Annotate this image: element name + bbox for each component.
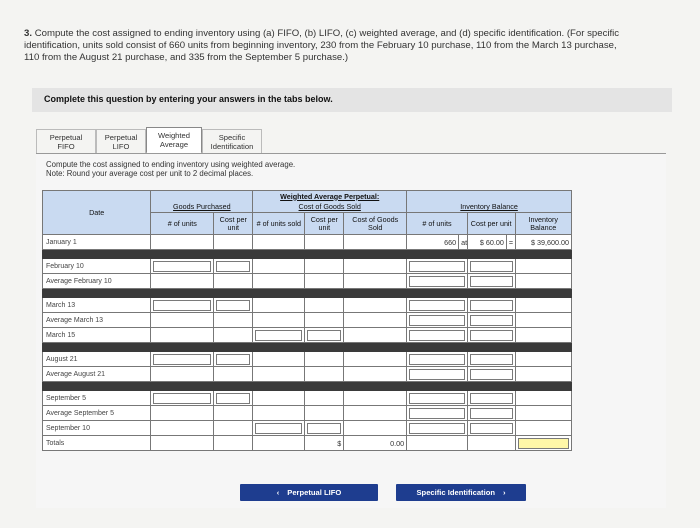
row-date: Average February 10 [43,274,151,289]
panel-instruction: Compute the cost assigned to ending inventory using weighted average. [46,160,296,169]
sep5-units-input[interactable] [153,393,211,404]
sep5-cost-input[interactable] [216,393,250,404]
tab-perpetual-fifo[interactable]: Perpetual FIFO [36,129,96,154]
prev-tab-label: Perpetual LIFO [287,488,342,497]
table-row [43,352,572,367]
table-row [43,298,572,313]
sep10-bal-units-input[interactable] [409,423,465,434]
tab-strip [36,124,262,154]
chevron-left-icon: ‹ [276,488,280,497]
table-row [43,421,572,436]
table-row [43,367,572,382]
aug21-units-input[interactable] [153,354,211,365]
avg-mar-cost-input[interactable] [470,315,513,326]
row-date: February 10 [43,259,151,274]
table-row [43,436,572,451]
sep10-bal-cost-input[interactable] [470,423,513,434]
row-date: Average March 13 [43,313,151,328]
ib-units-header: # of units [407,213,468,235]
table-row [43,328,572,343]
row-date: January 1 [43,235,151,250]
mar13-bal-cost-input[interactable] [470,300,513,311]
next-tab-label: Specific Identification [416,488,495,497]
avg-feb-units-input[interactable] [409,276,465,287]
avg-aug-units-input[interactable] [409,369,465,380]
jan-units: 660 [407,235,459,250]
ending-inventory-input[interactable] [518,438,570,449]
avg-sep-cost-input[interactable] [470,408,513,419]
prev-tab-button[interactable] [240,484,378,501]
row-date: March 15 [43,328,151,343]
gp-units-header: # of units [151,213,214,235]
table-row [43,259,572,274]
avg-mar-units-input[interactable] [409,315,465,326]
sep5-bal-units-input[interactable] [409,393,465,404]
mar13-bal-units-input[interactable] [409,300,465,311]
row-date: August 21 [43,352,151,367]
table-row [43,235,572,250]
weighted-average-table [42,190,572,451]
tab-weighted-average[interactable]: Weighted Average [146,127,202,154]
table-row [43,274,572,289]
mar13-units-input[interactable] [153,300,211,311]
feb10-bal-units-input[interactable] [409,261,465,272]
table-row [43,313,572,328]
aug21-bal-units-input[interactable] [409,354,465,365]
table-title: Weighted Average Perpetual: [253,191,407,203]
jan-eq: = [506,235,515,250]
instruction-bar: Complete this question by entering your answers in the tabs below. [32,88,672,112]
tab-specific-identification[interactable]: Specific Identification [202,129,262,154]
panel-note: Note: Round your average cost per unit to 2 decimal places. [46,169,254,178]
next-tab-button[interactable] [396,484,526,501]
cogs-group-header: Cost of Goods Sold [253,203,407,213]
question-body: Compute the cost assigned to ending inventory using (a) FIFO, (b) LIFO, (c) weighted average, and (d) specific identification. (For specific identification, units sold consist of 660 units from beginning inventory, 230 from the February 10 purchase, 110 from the March 13 purchase, 110 from the August 21 purchase, and 335 from the September 5 purchase.) [24,28,620,63]
sep10-units-sold-input[interactable] [255,423,302,434]
aug21-cost-input[interactable] [216,354,250,365]
mar15-units-sold-input[interactable] [255,330,302,341]
table-row [43,391,572,406]
panel-instructions [46,160,295,178]
mar15-bal-cost-input[interactable] [470,330,513,341]
cs-cost-header: Cost per unit [305,213,344,235]
row-date: September 5 [43,391,151,406]
mar15-cost-input[interactable] [307,330,341,341]
avg-feb-cost-input[interactable] [470,276,513,287]
sep5-bal-cost-input[interactable] [470,393,513,404]
feb10-cost-input[interactable] [216,261,250,272]
mar15-bal-units-input[interactable] [409,330,465,341]
totals-cogs: 0.00 [344,436,407,451]
question-text [24,28,634,64]
goods-purchased-header: Goods Purchased [151,203,253,213]
ib-balance-header: Inventory Balance [515,213,572,235]
row-date: March 13 [43,298,151,313]
jan-cost: $ 60.00 [467,235,506,250]
tab-perpetual-lifo[interactable]: Perpetual LIFO [96,129,146,154]
jan-balance: $ 39,600.00 [515,235,572,250]
gp-cost-header: Cost per unit [214,213,253,235]
cogs-header: Cost of Goods Sold [344,213,407,235]
inventory-balance-header: Inventory Balance [407,203,572,213]
sep10-cost-input[interactable] [307,423,341,434]
avg-sep-units-input[interactable] [409,408,465,419]
table-row [43,406,572,421]
date-header: Date [43,191,151,235]
totals-currency: $ [305,436,344,451]
aug21-bal-cost-input[interactable] [470,354,513,365]
row-date: Average September 5 [43,406,151,421]
row-date: Totals [43,436,151,451]
cs-units-header: # of units sold [253,213,305,235]
jan-at: at [459,235,468,250]
feb10-bal-cost-input[interactable] [470,261,513,272]
mar13-cost-input[interactable] [216,300,250,311]
avg-aug-cost-input[interactable] [470,369,513,380]
row-date: September 10 [43,421,151,436]
chevron-right-icon: › [502,488,506,497]
question-number: 3. [24,28,33,39]
ib-cost-header: Cost per unit [467,213,515,235]
row-date: Average August 21 [43,367,151,382]
feb10-units-input[interactable] [153,261,211,272]
